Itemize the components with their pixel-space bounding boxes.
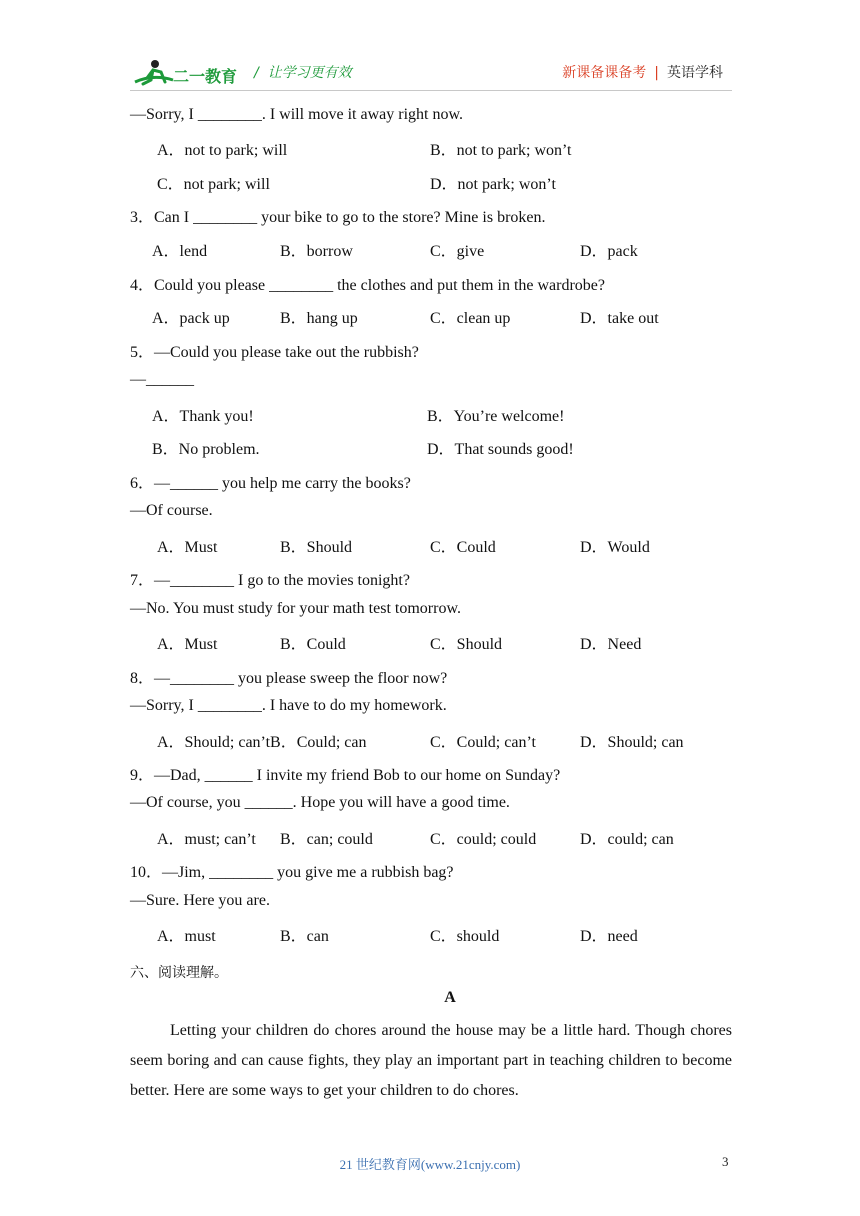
q7-stem-response: —No. You must study for your math test tomorrow.	[130, 600, 461, 617]
q6-stem: 6．—______ you help me carry the books?	[130, 475, 411, 492]
section-title: 六、阅读理解。	[130, 965, 228, 981]
q3-option-b: B．borrow	[280, 243, 353, 260]
q10-stem-response: —Sure. Here you are.	[130, 892, 270, 909]
q4-stem: 4．Could you please ________ the clothes and put them in the wardrobe?	[130, 277, 606, 294]
q9-stem: 9．—Dad, ______ I invite my friend Bob to our home on Sunday?	[130, 767, 561, 784]
q9-option-a: A．must; can’t	[157, 831, 256, 848]
q5-option-d: D．That sounds good!	[427, 441, 574, 458]
header-slogan: / 让学习更有效	[254, 65, 352, 81]
q3-option-d: D．pack	[580, 243, 638, 260]
q10-stem: 10．—Jim, ________ you give me a rubbish bag?	[130, 864, 454, 881]
q8-option-ab: A．Should; can’tB．Could; can	[157, 734, 367, 751]
q9-stem-response: —Of course, you ______. Hope you will have a good time.	[130, 794, 510, 811]
header-right-a: 新课备课备考	[562, 65, 647, 81]
q4-option-c: C．clean up	[430, 310, 511, 327]
q10-option-b: B．can	[280, 928, 329, 945]
passage-paragraph: Letting your children do chores around the house may be a little hard. Though chores seem boring and can cause fights, they play an important part in teaching children to become better. Here are some ways to get your children to do chores.	[130, 1022, 732, 1099]
q5-option-a: A．Thank you!	[152, 408, 254, 425]
q5-stem: 5．—Could you please take out the rubbish?	[130, 344, 419, 361]
q9-option-c: C．could; could	[430, 831, 537, 848]
logo-icon	[133, 56, 243, 90]
q8-option-d: D．Should; can	[580, 734, 684, 751]
q8-stem-response: —Sorry, I ________. I have to do my homework.	[130, 697, 447, 714]
q5-stem-response: —______	[130, 371, 194, 388]
q6-stem-response: —Of course.	[130, 502, 213, 519]
slogan-text: 让学习更有效	[267, 65, 352, 81]
page-number: 3	[722, 1154, 729, 1169]
q3-stem: 3．Can I ________ your bike to go to the store? Mine is broken.	[130, 209, 546, 226]
q6-option-c: C．Could	[430, 539, 496, 556]
logo-text: 二一教育	[173, 67, 238, 86]
q7-option-b: B．Could	[280, 636, 346, 653]
q4-option-a: A．pack up	[152, 310, 230, 327]
q7-option-a: A．Must	[157, 636, 218, 653]
q3-option-a: A．lend	[152, 243, 208, 260]
q7-option-c: C．Should	[430, 636, 503, 653]
q10-option-c: C．should	[430, 928, 500, 945]
q4-option-d: D．take out	[580, 310, 659, 327]
header-right	[562, 62, 723, 82]
q7-stem: 7．—________ I go to the movies tonight?	[130, 572, 410, 589]
q2-option-a: A．not to park; will	[157, 142, 288, 159]
q10-option-d: D．need	[580, 928, 638, 945]
q6-option-b: B．Should	[280, 539, 353, 556]
q3-option-c: C．give	[430, 243, 485, 260]
q5-option-c: B．No problem.	[152, 441, 260, 458]
header-divider	[130, 90, 732, 91]
q2-option-c: C．not park; will	[157, 176, 270, 193]
q10-option-a: A．must	[157, 928, 216, 945]
passage-letter: A	[444, 989, 456, 1006]
q2-stem: —Sorry, I ________. I will move it away right now.	[130, 106, 463, 123]
q6-option-a: A．Must	[157, 539, 218, 556]
page-header	[0, 0, 860, 100]
q8-option-c: C．Could; can’t	[430, 734, 536, 751]
q4-option-b: B．hang up	[280, 310, 358, 327]
q9-option-d: D．could; can	[580, 831, 674, 848]
footer-link[interactable]: 21 世纪教育网(www.21cnjy.com)	[339, 1157, 521, 1172]
q8-stem: 8．—________ you please sweep the floor now?	[130, 670, 448, 687]
header-right-b: 英语学科	[667, 65, 723, 81]
q7-option-d: D．Need	[580, 636, 642, 653]
q2-option-b: B．not to park; won’t	[430, 142, 572, 159]
q9-option-b: B．can; could	[280, 831, 373, 848]
header-separator: |	[654, 65, 659, 81]
q6-option-d: D．Would	[580, 539, 650, 556]
q5-option-b: B．You’re welcome!	[427, 408, 565, 425]
q2-option-d: D．not park; won’t	[430, 176, 556, 193]
